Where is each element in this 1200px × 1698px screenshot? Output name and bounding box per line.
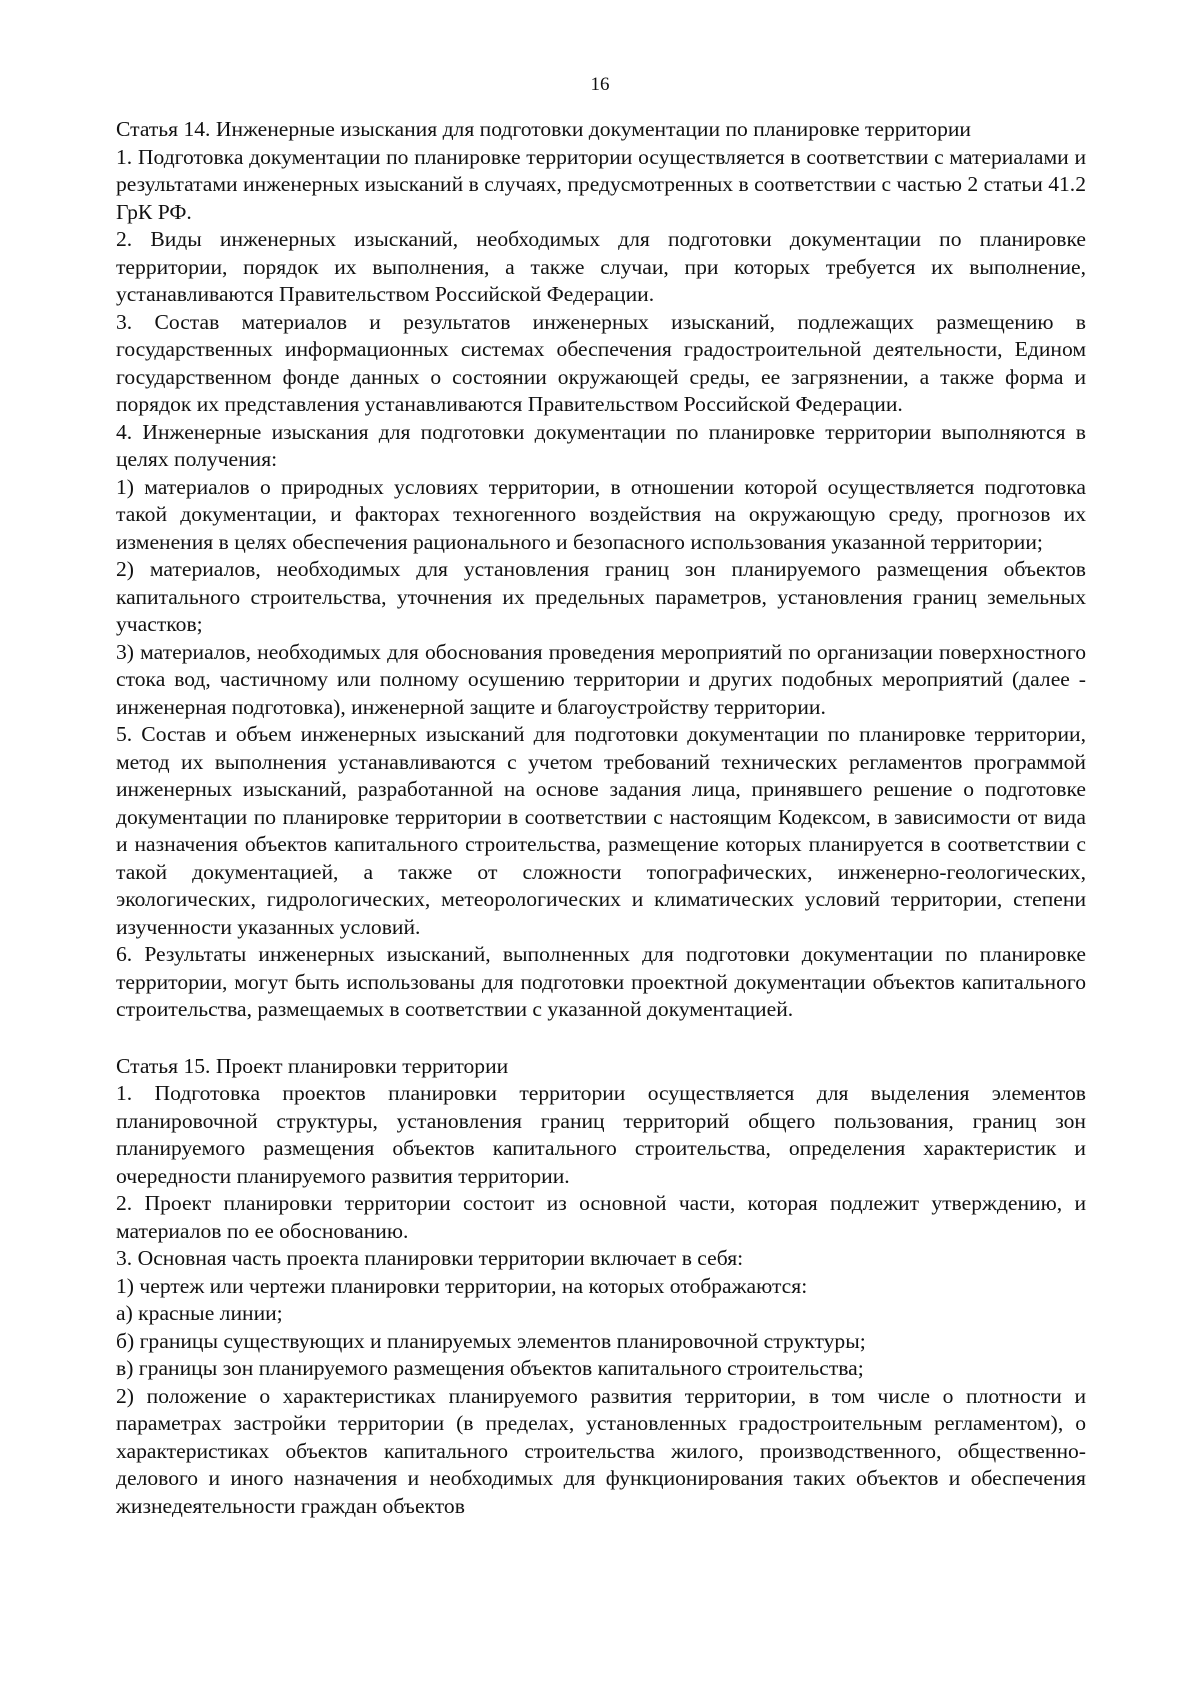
article-15-paragraph: 3. Основная часть проекта планировки территории включает в себя: (116, 1246, 744, 1270)
article-14-title: Статья 14. Инженерные изыскания для подготовки документации по планировке территории (116, 117, 971, 141)
article-14-paragraph: 5. Состав и объем инженерных изысканий для подготовки документации по планировке территории, метод их выполнения устанавливаются с учетом требований технических регламентов программой инженерных изысканий, разработанной на основе задания лица, принявшего решение о подготовке документации по планировке территории в соответствии с настоящим Кодексом, в зависимости от вида и назначения объектов капитального строительства, размещение которых планируется в соответствии с такой документацией, а также от сложности топографических, инженерно-геологических, экологических, гидрологических, метеорологических и климатических условий территории, степени изученности указанных условий. (116, 722, 1086, 939)
article-15-paragraph: 2) положение о характеристиках планируемого развития территории, в том числе о плотности и параметрах застройки территории (в пределах, установленных градостроительным регламентом), о характеристиках объектов капитального строительства жилого, производственного, общественно-делового и иного назначения и необходимых для функционирования таких объектов и обеспечения жизнедеятельности граждан объектов (116, 1383, 1086, 1518)
article-15-paragraph: в) границы зон планируемого размещения объектов капитального строительства; (116, 1356, 864, 1380)
article-14-paragraph: 6. Результаты инженерных изысканий, выполненных для подготовки документации по планировке территории, могут быть использованы для подготовки проектной документации объектов капитального строительства, размещаемых в соответствии с указанной документацией. (116, 942, 1086, 1021)
article-15-title: Статья 15. Проект планировки территории (116, 1053, 509, 1078)
article-14-paragraph: 1) материалов о природных условиях территории, в отношении которой осуществляется подготовка такой документации, и факторах техногенного воздействия на окружающую среду, прогнозов их изменения в целях обеспечения рационального и безопасного использования указанной территории; (116, 474, 1086, 554)
article-15-paragraph: б) границы существующих и планируемых элементов планировочной структуры; (116, 1328, 866, 1353)
article-14-paragraph: 3. Состав материалов и результатов инженерных изысканий, подлежащих размещению в государственных информационных системах обеспечения градостроительной деятельности, Едином государственном фонде данных о состоянии окружающей среды, ее загрязнении, а также форма и порядок их представления устанавливаются Правительством Российской Федерации. (116, 309, 1086, 416)
article-14-paragraph: 2) материалов, необходимых для установления границ зон планируемого размещения объектов капитального строительства, уточнения их предельных параметров, установления границ земельных участков; (116, 557, 1086, 636)
article-15-paragraph: а) красные линии; (116, 1301, 283, 1325)
article-14-paragraph: 1. Подготовка документации по планировке территории осуществляется в соответствии с материалами и результатами инженерных изысканий в случаях, предусмотренных в соответствии с частью 2 статьи 41.2 ГрК РФ. (116, 144, 1086, 224)
document-body (116, 116, 1086, 1520)
article-15-paragraph: 2. Проект планировки территории состоит из основной части, которая подлежит утверждению, и материалов по ее обоснованию. (116, 1191, 1086, 1243)
article-14-paragraph: 2. Виды инженерных изысканий, необходимых для подготовки документации по планировке территории, порядок их выполнения, а также случаи, при которых требуется их выполнение, устанавливаются Правительством Российской Федерации. (116, 227, 1086, 306)
section-gap (116, 1024, 1086, 1053)
article-15-paragraph: 1. Подготовка проектов планировки территории осуществляется для выделения элементов планировочной структуры, установления границ территорий общего пользования, границ зон планируемого размещения объектов капитального строительства, определения характеристик и очередности планируемого развития территории. (116, 1081, 1086, 1188)
article-15-paragraph: 1) чертеж или чертежи планировки территории, на которых отображаются: (116, 1273, 808, 1298)
page-number: 16 (590, 74, 610, 95)
article-14-paragraph: 3) материалов, необходимых для обоснования проведения мероприятий по организации поверхностного стока вод, частичному или полному осушению территории и других подобных мероприятий (далее - инженерная подготовка), инженерной защите и благоустройству территории. (116, 639, 1086, 719)
article-14-paragraph: 4. Инженерные изыскания для подготовки документации по планировке территории выполняются в целях получения: (116, 419, 1086, 471)
